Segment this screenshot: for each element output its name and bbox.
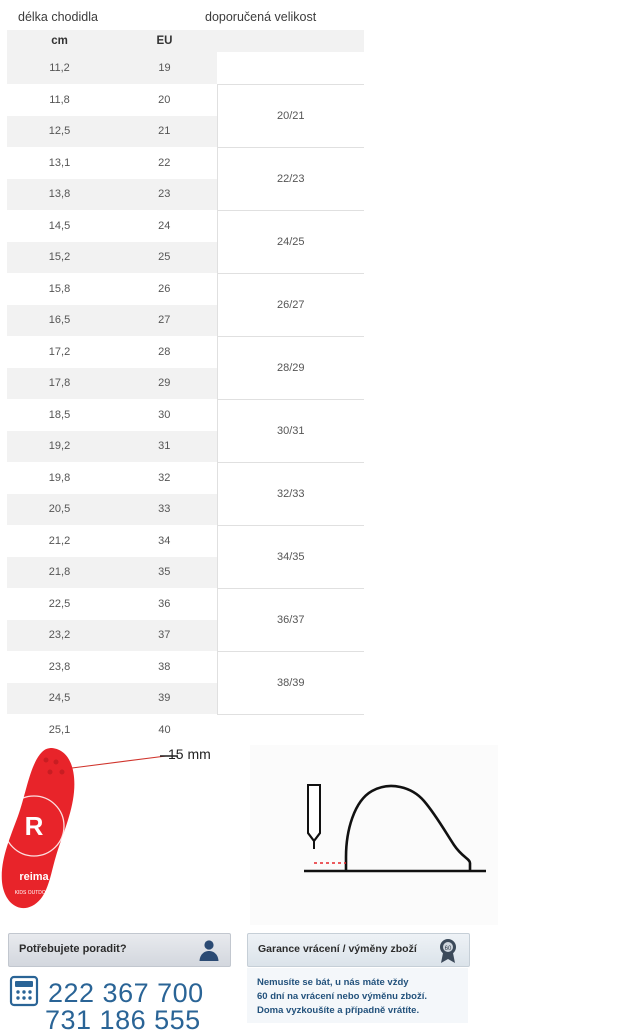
cell-eu: 30 xyxy=(112,399,217,431)
guarantee-line-1: Nemusíte se bát, u nás máte vždy xyxy=(257,977,409,988)
cell-recommended-size: 28/29 xyxy=(217,336,364,399)
cell-cm: 11,2 xyxy=(7,52,112,84)
cell-cm: 13,8 xyxy=(7,179,112,211)
cell-eu: 25 xyxy=(112,242,217,274)
cell-cm: 19,2 xyxy=(7,431,112,463)
cell-recommended-size: 24/25 xyxy=(217,210,364,273)
cell-eu: 21 xyxy=(112,116,217,148)
cell-cm: 15,8 xyxy=(7,273,112,305)
cell-recommended-size: 34/35 xyxy=(217,525,364,588)
sole-length-label: délka chodidla xyxy=(18,10,98,24)
cell-recommended-size: 32/33 xyxy=(217,462,364,525)
measure-label: 15 mm xyxy=(168,746,211,762)
insole-illustration xyxy=(0,740,250,920)
cell-cm: 21,2 xyxy=(7,525,112,557)
table-row xyxy=(7,651,364,683)
cell-cm: 19,8 xyxy=(7,462,112,494)
size-table-body xyxy=(7,52,364,746)
cell-cm: 24,5 xyxy=(7,683,112,715)
cell-recommended-size: 22/23 xyxy=(217,147,364,210)
pencil-icon xyxy=(308,785,320,849)
insole-monogram: R xyxy=(24,811,44,841)
insole-brand: reima xyxy=(19,871,49,883)
cell-eu: 24 xyxy=(112,210,217,242)
table-row xyxy=(7,273,364,305)
table-header-row xyxy=(7,30,364,52)
cell-eu: 27 xyxy=(112,305,217,337)
cell-cm: 18,5 xyxy=(7,399,112,431)
avatar-icon xyxy=(196,937,222,968)
foot-measure-illustration xyxy=(250,745,498,925)
cell-recommended-size: 26/27 xyxy=(217,273,364,336)
cell-eu: 36 xyxy=(112,588,217,620)
insole-svg xyxy=(0,740,250,920)
insole-hole xyxy=(54,760,59,765)
cell-eu: 37 xyxy=(112,620,217,652)
cell-cm: 17,8 xyxy=(7,368,112,400)
guarantee-banner[interactable] xyxy=(247,933,470,967)
cell-cm: 14,5 xyxy=(7,210,112,242)
cell-eu: 29 xyxy=(112,368,217,400)
guarantee-line-3: Doma vyzkoušíte a případně vrátíte. xyxy=(257,1004,420,1016)
cell-cm: 22,5 xyxy=(7,588,112,620)
advice-banner[interactable] xyxy=(8,933,231,967)
cell-eu: 19 xyxy=(112,52,217,84)
cell-eu: 40 xyxy=(112,714,217,746)
foot-measure-svg xyxy=(250,745,498,925)
table-row xyxy=(7,147,364,179)
cell-recommended-size: 30/31 xyxy=(217,399,364,462)
header-eu: EU xyxy=(112,30,217,52)
insole-hole xyxy=(60,770,65,775)
guarantee-line-2: 60 dní na vrácení nebo výměnu zboží. xyxy=(257,990,427,1002)
cell-cm: 20,5 xyxy=(7,494,112,526)
cell-eu: 28 xyxy=(112,336,217,368)
cell-recommended-size xyxy=(217,52,364,84)
cell-cm: 13,1 xyxy=(7,147,112,179)
phone-number-primary[interactable]: 222 367 700 xyxy=(48,977,204,1008)
cell-cm: 15,2 xyxy=(7,242,112,274)
cell-eu: 31 xyxy=(112,431,217,463)
cell-eu: 26 xyxy=(112,273,217,305)
cell-cm: 12,5 xyxy=(7,116,112,148)
table-row xyxy=(7,210,364,242)
table-row xyxy=(7,588,364,620)
table-row xyxy=(7,462,364,494)
size-table xyxy=(7,30,364,746)
cell-cm: 21,8 xyxy=(7,557,112,589)
quality-badge-icon xyxy=(433,935,463,970)
cell-eu: 22 xyxy=(112,147,217,179)
recommended-size-label: doporučená velikost xyxy=(205,10,317,24)
header-cm: cm xyxy=(7,30,112,52)
cell-cm: 17,2 xyxy=(7,336,112,368)
column-labels xyxy=(0,10,623,32)
cell-eu: 32 xyxy=(112,462,217,494)
svg-text:60: 60 xyxy=(444,946,452,952)
table-row xyxy=(7,525,364,557)
header-recommended xyxy=(217,30,364,52)
insole-tagline: KIDS OUTDOOR xyxy=(14,890,54,896)
cell-recommended-size: 36/37 xyxy=(217,588,364,651)
cell-eu: 39 xyxy=(112,683,217,715)
phone-number-secondary[interactable]: 731 186 555 xyxy=(45,1005,201,1035)
table-row xyxy=(7,336,364,368)
cell-cm: 23,8 xyxy=(7,651,112,683)
advice-title: Potřebujete poradit? xyxy=(19,943,127,955)
guarantee-text xyxy=(247,968,468,1023)
cell-eu: 23 xyxy=(112,179,217,211)
cell-eu: 34 xyxy=(112,525,217,557)
cell-cm: 23,2 xyxy=(7,620,112,652)
table-row xyxy=(7,399,364,431)
insole-hole xyxy=(48,770,53,775)
cell-eu: 38 xyxy=(112,651,217,683)
cell-cm: 11,8 xyxy=(7,84,112,116)
guarantee-title: Garance vrácení / výměny zboží xyxy=(258,943,417,955)
cell-eu: 33 xyxy=(112,494,217,526)
table-row xyxy=(7,52,364,84)
cell-eu: 35 xyxy=(112,557,217,589)
cell-cm: 25,1 xyxy=(7,714,112,746)
measure-leader-line xyxy=(72,756,166,768)
cell-cm: 16,5 xyxy=(7,305,112,337)
cell-recommended-size: 38/39 xyxy=(217,651,364,714)
cell-recommended-size: 20/21 xyxy=(217,84,364,147)
insole-hole xyxy=(44,758,49,763)
phone-icon xyxy=(8,974,40,1013)
table-row xyxy=(7,84,364,116)
foot-outline xyxy=(346,786,470,871)
cell-eu: 20 xyxy=(112,84,217,116)
